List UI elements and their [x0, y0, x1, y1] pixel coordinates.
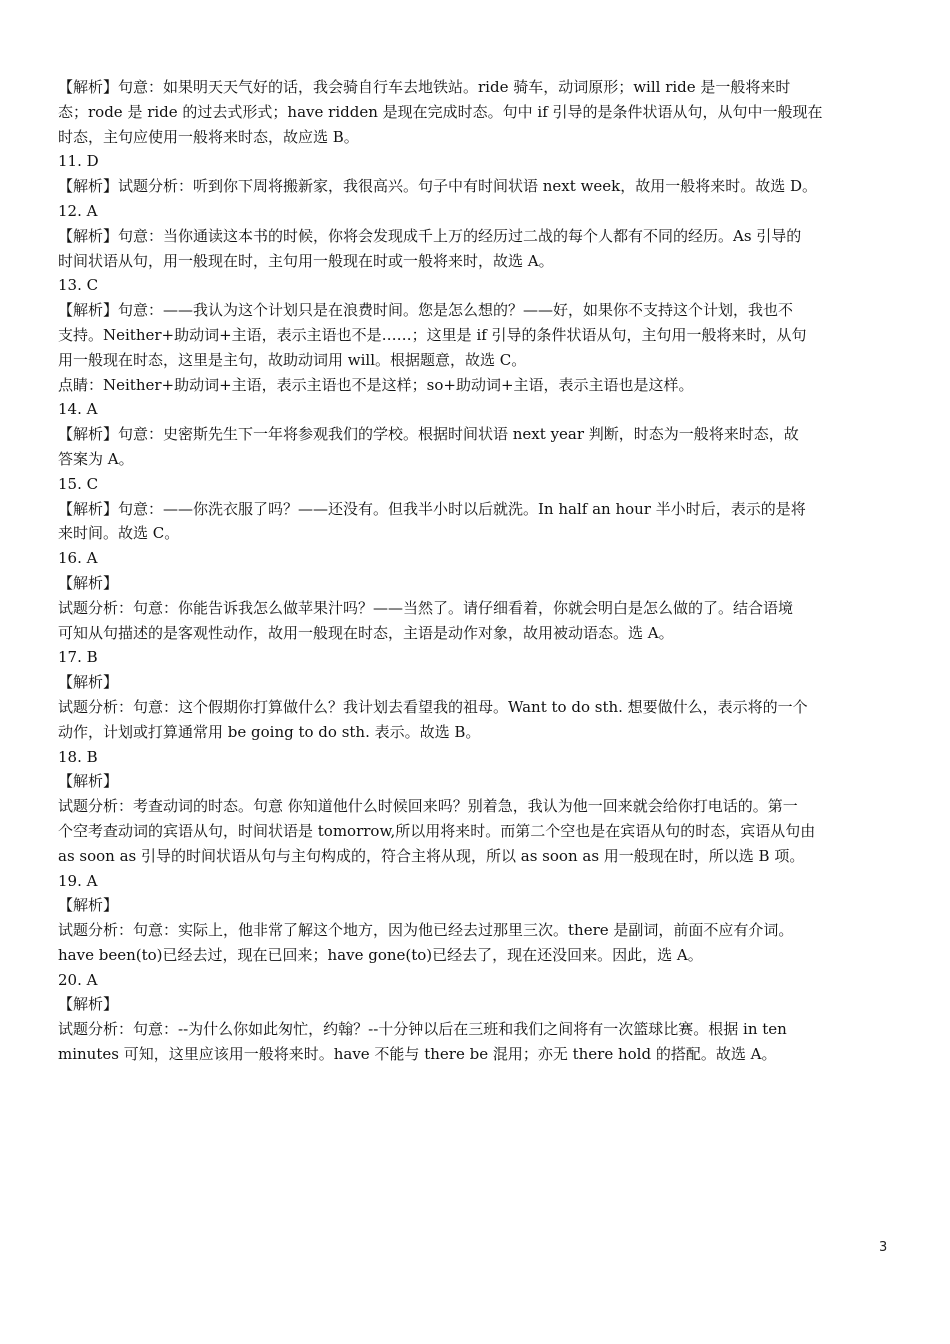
page-number: 3	[879, 1240, 888, 1255]
section-label: 【解析】	[58, 896, 119, 915]
text-line: 【解析】句意：——你洗衣服了吗？——还没有。但我半小时以后就洗。In half an hour 半小时后，表示的是将	[58, 499, 806, 518]
answer-number: 12. A	[58, 201, 98, 220]
answer-number: 19. A	[58, 871, 98, 890]
text-line: 试题分析：句意：你能告诉我怎么做苹果汁吗？——当然了。请仔细看着，你就会明白是怎么做的了。结合语境	[58, 598, 794, 617]
answer-number: 20. A	[58, 970, 98, 989]
section-label: 【解析】	[58, 673, 119, 692]
answer-number: 16. A	[58, 549, 98, 568]
text-line: 试题分析：句意：实际上，他非常了解这个地方，因为他已经去过那里三次。there 是副词，前面不应有介词。	[58, 921, 794, 940]
text-line: 用一般现在时态，这里是主句，故助动词用 will。根据题意，故选 C。	[58, 350, 527, 369]
text-line: 【解析】句意：当你通读这本书的时候，你将会发现成千上万的经历过二战的每个人都有不同的经历。As 引导的	[58, 226, 802, 245]
text-line: 时态，主句应使用一般将来时态，故应选 B。	[58, 127, 359, 146]
text-line: 【解析】句意：如果明天天气好的话，我会骑自行车去地铁站。ride 骑车，动词原形；will ride 是一般将来时	[58, 78, 791, 96]
text-line: 试题分析：句意：这个假期你打算做什么？我计划去看望我的祖母。Want to do sth. 想要做什么，表示将的一个	[58, 697, 808, 716]
document-body	[58, 75, 894, 1067]
section-label: 【解析】	[58, 573, 119, 592]
text-line: 态；rode 是 ride 的过去式形式；have ridden 是现在完成时态。句中 if 引导的是条件状语从句，从句中一般现在	[58, 102, 823, 121]
text-line: 可知从句描述的是客观性动作，故用一般现在时态，主语是动作对象，故用被动语态。选 A。	[58, 623, 674, 642]
text-line: 时间状语从句，用一般现在时，主句用一般现在时或一般将来时，故选 A。	[58, 251, 554, 270]
text-line: as soon as 引导的时间状语从句与主句构成的，符合主将从现，所以 as soon as 用一般现在时，所以选 B 项。	[58, 846, 805, 865]
answer-number: 11. D	[58, 152, 99, 171]
section-label: 【解析】	[58, 772, 119, 791]
text-line: 来时间。故选 C。	[58, 524, 180, 543]
text-line: 答案为 A。	[58, 449, 134, 468]
text-line: 点睛：Neither+助动词+主语，表示主语也不是这样；so+助动词+主语，表示主语也是这样。	[58, 375, 694, 394]
text-line: 试题分析：考查动词的时态。句意 你知道他什么时候回来吗？别着急，我认为他一回来就会给你打电话的。第一	[58, 797, 798, 816]
text-line: minutes 可知，这里应该用一般将来时。have 不能与 there be 混用；亦无 there hold 的搭配。故选 A。	[58, 1045, 777, 1064]
text-line: 【解析】句意：——我认为这个计划只是在浪费时间。您是怎么想的？——好，如果你不支持这个计划，我也不	[58, 301, 794, 320]
text-line: 【解析】句意：史密斯先生下一年将参观我们的学校。根据时间状语 next year 判断，时态为一般将来时态，故	[58, 425, 799, 444]
section-label: 【解析】	[58, 995, 119, 1014]
text-line: 动作，计划或打算通常用 be going to do sth. 表示。故选 B。	[58, 722, 481, 741]
text-line: 【解析】试题分析：听到你下周将搬新家，我很高兴。句子中有时间状语 next week，故用一般将来时。故选 D。	[58, 177, 818, 196]
answer-number: 14. A	[58, 400, 98, 419]
text-line: have been(to)已经去过，现在已回来；have gone(to)已经去了，现在还没回来。因此，选 A。	[58, 945, 703, 964]
answer-number: 15. C	[58, 474, 99, 493]
text-line: 试题分析：句意：--为什么你如此匆忙，约翰？--十分钟以后在三班和我们之间将有一次篮球比赛。根据 in ten	[58, 1020, 787, 1039]
answer-number: 17. B	[58, 648, 98, 667]
answer-number: 13. C	[58, 276, 99, 295]
answer-number: 18. B	[58, 747, 98, 766]
text-line: 支持。Neither+助动词+主语，表示主语也不是……；这里是 if 引导的条件状语从句，主句用一般将来时，从句	[58, 325, 807, 344]
text-line: 个空考查动词的宾语从句，时间状语是 tomorrow,所以用将来时。而第二个空也是在宾语从句的时态，宾语从句由	[58, 821, 816, 840]
